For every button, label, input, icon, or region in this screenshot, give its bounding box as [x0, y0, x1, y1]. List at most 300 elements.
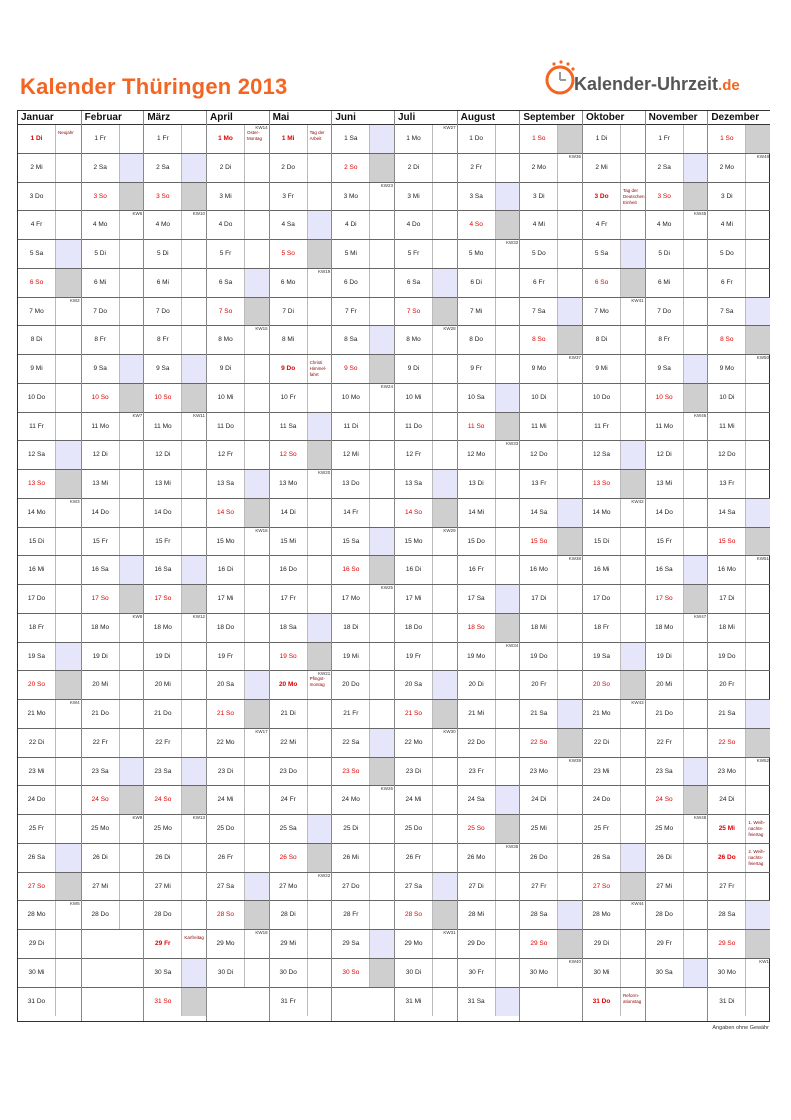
- day-label: 19 Do: [530, 652, 548, 660]
- note-cell: [55, 183, 81, 211]
- day-row: [520, 355, 582, 384]
- note-cell: [745, 441, 770, 469]
- calendar-week-label: KW47: [694, 613, 707, 619]
- day-label: 11 So: [467, 422, 485, 430]
- note-cell: [495, 988, 520, 1017]
- day-label: 4 Mo: [92, 221, 108, 229]
- day-row: [82, 384, 144, 413]
- note-cell: [119, 585, 144, 613]
- note-cell: [55, 873, 81, 901]
- holiday-name: Oster-Montag: [247, 130, 263, 141]
- day-label: 27 Mo: [279, 882, 298, 890]
- day-label: 4 Do: [218, 221, 233, 229]
- day-row: [18, 183, 81, 212]
- note-cell: [181, 643, 206, 671]
- day-label: 25 Mi: [530, 825, 547, 832]
- day-label: 23 Mi: [593, 767, 610, 775]
- day-label: 16 Sa: [91, 566, 109, 574]
- day-row: [270, 470, 332, 499]
- note-cell: [620, 671, 645, 699]
- day-row: [332, 441, 394, 470]
- note-cell: [432, 413, 457, 441]
- day-label: 8 Sa: [344, 336, 358, 344]
- day-label: 11 Fr: [594, 422, 609, 430]
- day-row: [144, 556, 206, 585]
- day-label: 23 Mi: [28, 767, 45, 775]
- day-row: [270, 930, 332, 959]
- note-cell: [55, 499, 81, 527]
- note-cell: [745, 614, 770, 642]
- month-header: Juli: [395, 111, 457, 125]
- day-row: [144, 901, 206, 930]
- day-label: 14 Do: [154, 508, 172, 516]
- month-header: Mai: [270, 111, 332, 125]
- day-label: 13 Fr: [531, 480, 547, 487]
- day-label: 5 Mo: [468, 250, 484, 257]
- calendar-week-label: KW18: [255, 930, 268, 935]
- note-cell: [495, 959, 520, 987]
- note-cell: [495, 240, 520, 268]
- note-cell: [620, 585, 645, 613]
- calendar-week-label: KW22: [318, 872, 331, 878]
- day-label: 5 Di: [658, 250, 670, 257]
- note-cell: [620, 700, 645, 728]
- day-row: [583, 671, 645, 700]
- note-cell: [181, 154, 206, 182]
- day-row: [520, 528, 582, 557]
- holiday-name: Pfingst-montag: [309, 676, 325, 688]
- day-row: [18, 844, 81, 873]
- day-label: 29 Mo: [216, 940, 235, 947]
- day-row: [332, 413, 394, 442]
- note-cell: [369, 729, 394, 757]
- day-row: [207, 614, 269, 643]
- note-cell: [432, 355, 457, 383]
- day-label: 30 Di: [217, 968, 234, 976]
- day-row: [207, 528, 269, 557]
- day-label: 22 Mi: [280, 738, 297, 746]
- day-row: [144, 499, 206, 528]
- day-row: [708, 815, 770, 844]
- note-cell: [683, 240, 708, 268]
- day-row: [144, 758, 206, 787]
- note-cell: [745, 326, 770, 354]
- day-label: 27 Fr: [719, 882, 735, 890]
- calendar-week-label: KW45: [694, 211, 707, 217]
- day-row: [458, 355, 520, 384]
- day-row: [395, 959, 457, 988]
- day-label: 18 Do: [216, 623, 235, 631]
- note-cell: [620, 786, 645, 814]
- day-row: [458, 269, 520, 298]
- note-cell: [432, 556, 457, 584]
- calendar-week-label: KW17: [255, 728, 268, 734]
- day-label: 6 So: [29, 278, 44, 286]
- note-cell: [181, 556, 206, 584]
- note-cell: [495, 441, 520, 469]
- day-row: [583, 355, 645, 384]
- note-cell: [244, 183, 269, 211]
- day-row: [646, 211, 708, 240]
- day-label: 22 Mo: [216, 738, 235, 746]
- day-row: [520, 556, 582, 585]
- note-cell: [307, 901, 332, 929]
- day-label: 9 Sa: [93, 365, 107, 372]
- note-cell: [181, 671, 206, 699]
- day-row: [708, 413, 770, 442]
- day-row: [520, 298, 582, 327]
- day-label: 28 So: [405, 911, 422, 919]
- note-cell: [119, 326, 144, 354]
- day-label: 4 Di: [345, 221, 357, 229]
- note-cell: [432, 643, 457, 671]
- day-label: 5 Di: [94, 250, 106, 257]
- day-label: 16 Mo: [717, 566, 736, 574]
- day-row: [144, 441, 206, 470]
- note-cell: [557, 786, 582, 814]
- day-label: 17 Di: [531, 595, 547, 602]
- day-row: [458, 413, 520, 442]
- day-row: [332, 786, 394, 815]
- month-header: Oktober: [583, 111, 645, 125]
- note-cell: [495, 873, 520, 901]
- day-label: 21 Do: [91, 710, 109, 717]
- day-label: 9 Di: [407, 365, 420, 372]
- day-label: 14 Fr: [343, 508, 359, 516]
- note-cell: [745, 470, 770, 498]
- note-cell: [55, 758, 81, 786]
- day-row: [332, 700, 394, 729]
- day-label: 2 Mo: [719, 163, 735, 171]
- site-logo[interactable]: [540, 56, 770, 102]
- day-row: [708, 585, 770, 614]
- day-label: 31 Di: [719, 997, 735, 1005]
- day-label: 23 Di: [405, 767, 422, 775]
- day-row: [708, 240, 770, 269]
- note-cell: [620, 959, 645, 987]
- calendar-week-label: KW2: [69, 297, 80, 303]
- note-cell: [557, 700, 582, 728]
- day-label: 15 Mi: [280, 537, 297, 545]
- month-header: September: [520, 111, 582, 125]
- note-cell: [432, 470, 457, 498]
- day-row: [395, 413, 457, 442]
- note-cell: [244, 873, 269, 901]
- day-label: 7 Do: [155, 307, 170, 315]
- day-label: 24 Di: [531, 796, 547, 804]
- day-row: [82, 499, 144, 528]
- empty-row: [82, 930, 144, 959]
- note-cell: [432, 930, 457, 958]
- day-row: [82, 441, 144, 470]
- day-label: 25 Sa: [279, 825, 297, 832]
- note-cell: [307, 988, 332, 1017]
- day-row: [270, 154, 332, 183]
- day-row: [646, 959, 708, 988]
- note-cell: [745, 211, 770, 239]
- note-cell: [181, 355, 206, 383]
- note-cell: [369, 528, 394, 556]
- day-row: [18, 384, 81, 413]
- note-cell: [745, 384, 770, 412]
- day-row: [82, 211, 144, 240]
- day-row: [82, 786, 144, 815]
- day-row: [332, 211, 394, 240]
- day-row: [395, 901, 457, 930]
- note-cell: [432, 786, 457, 814]
- day-label: 19 Mi: [342, 652, 359, 660]
- note-cell: [432, 240, 457, 268]
- day-label: 15 Fr: [92, 537, 108, 545]
- day-row: [708, 154, 770, 183]
- day-row: [646, 643, 708, 672]
- note-cell: [244, 413, 269, 441]
- note-cell: [369, 183, 394, 211]
- day-row: [18, 729, 81, 758]
- day-label: 19 Do: [718, 652, 736, 660]
- day-label: 28 So: [217, 911, 234, 919]
- note-cell: [683, 873, 708, 901]
- day-row: [270, 441, 332, 470]
- day-label: 17 Mi: [405, 595, 422, 602]
- note-cell: [495, 183, 520, 211]
- day-row: [583, 901, 645, 930]
- day-row: [458, 585, 520, 614]
- day-row: [144, 959, 206, 988]
- note-cell: [557, 873, 582, 901]
- month-column: [331, 111, 394, 1021]
- day-label: 17 So: [91, 595, 109, 602]
- day-label: 7 Fr: [345, 307, 357, 315]
- calendar-week-label: KW52: [756, 757, 769, 763]
- note-cell: [369, 556, 394, 584]
- day-label: 17 Do: [27, 595, 46, 602]
- day-row: [144, 671, 206, 700]
- note-cell: [557, 269, 582, 297]
- note-cell: [745, 240, 770, 268]
- day-label: 3 So: [156, 192, 170, 200]
- note-cell: [432, 326, 457, 354]
- note-cell: [495, 844, 520, 872]
- note-cell: [557, 240, 582, 268]
- day-row: [583, 384, 645, 413]
- day-label: 14 Sa: [718, 508, 736, 516]
- day-row: [646, 441, 708, 470]
- day-label: 20 Mi: [154, 681, 171, 689]
- day-row: [458, 643, 520, 672]
- day-label: 11 Mi: [719, 422, 735, 430]
- day-label: 8 Di: [595, 336, 608, 344]
- day-row: [395, 643, 457, 672]
- day-row: [458, 441, 520, 470]
- day-label: 19 Sa: [28, 652, 45, 660]
- day-label: 12 Di: [92, 451, 108, 459]
- note-cell: [432, 671, 457, 699]
- holiday-name: Reform-ationstag: [623, 992, 642, 1004]
- month-column: [206, 111, 269, 1021]
- day-label: 27 Sa: [217, 882, 234, 890]
- holiday-name: Karfreitag: [184, 935, 204, 940]
- day-row: [583, 413, 645, 442]
- day-row: [646, 154, 708, 183]
- calendar-week-label: KW5: [69, 901, 80, 907]
- note-cell: [557, 211, 582, 239]
- day-row: [144, 815, 206, 844]
- calendar-week-label: KW37: [568, 355, 581, 360]
- day-row: [395, 930, 457, 959]
- note-cell: [307, 298, 332, 326]
- empty-row: [207, 988, 269, 1017]
- day-label: 16 Sa: [154, 566, 172, 574]
- calendar-week-label: KW26: [380, 786, 393, 792]
- note-cell: [55, 729, 81, 757]
- note-cell: [432, 384, 457, 412]
- note-cell: [495, 901, 520, 929]
- day-row: [395, 729, 457, 758]
- day-row: [708, 873, 770, 902]
- day-row: [520, 585, 582, 614]
- note-cell: [244, 901, 269, 929]
- day-label: 15 Fr: [155, 537, 171, 545]
- day-label: 22 Di: [28, 738, 45, 746]
- day-row: [395, 815, 457, 844]
- note-cell: [683, 528, 708, 556]
- day-label: 20 Sa: [405, 681, 422, 689]
- day-row: [18, 326, 81, 355]
- day-row: [646, 786, 708, 815]
- calendar-week-label: KW36: [568, 153, 581, 159]
- note-cell: [181, 441, 206, 469]
- day-label: 1 So: [532, 135, 546, 142]
- day-row: [18, 125, 81, 154]
- day-row: [646, 269, 708, 298]
- day-row: [270, 901, 332, 930]
- day-row: [144, 930, 206, 959]
- note-cell: [181, 269, 206, 297]
- day-row: [18, 355, 81, 384]
- day-label: 18 Fr: [28, 623, 45, 631]
- note-cell: [244, 125, 269, 153]
- day-row: [708, 930, 770, 959]
- note-cell: [432, 729, 457, 757]
- day-label: 22 Do: [467, 738, 485, 746]
- holiday-name: Tag der Arbeit: [309, 130, 325, 141]
- day-row: [207, 240, 269, 269]
- day-row: [332, 671, 394, 700]
- day-label: 7 Mo: [29, 307, 44, 315]
- note-cell: [432, 211, 457, 239]
- day-label: 16 Mi: [593, 566, 610, 574]
- day-row: [82, 585, 144, 614]
- day-label: 11 Sa: [279, 422, 297, 430]
- day-row: [646, 326, 708, 355]
- day-row: [520, 643, 582, 672]
- day-label: 14 Do: [91, 508, 109, 516]
- day-row: [270, 671, 332, 700]
- note-cell: [307, 240, 332, 268]
- day-row: [646, 873, 708, 902]
- day-label: 11 Mo: [655, 422, 673, 430]
- day-row: [207, 441, 269, 470]
- day-label: 17 So: [655, 595, 673, 602]
- day-row: [520, 269, 582, 298]
- day-row: [458, 700, 520, 729]
- day-label: 29 So: [530, 940, 548, 947]
- day-row: [207, 873, 269, 902]
- day-row: [583, 528, 645, 557]
- day-row: [395, 240, 457, 269]
- day-label: 23 Do: [279, 767, 297, 775]
- day-row: [520, 700, 582, 729]
- day-label: 25 Mo: [655, 825, 674, 832]
- day-label: 15 Sa: [342, 537, 360, 545]
- day-label: 24 Do: [592, 796, 611, 804]
- note-cell: [557, 614, 582, 642]
- day-row: [82, 413, 144, 442]
- note-cell: [495, 671, 520, 699]
- note-cell: [683, 154, 708, 182]
- day-label: 4 Mo: [155, 221, 171, 229]
- day-label: 24 Do: [27, 796, 46, 804]
- day-label: 14 Mi: [468, 508, 485, 516]
- note-cell: [683, 758, 708, 786]
- note-cell: [244, 700, 269, 728]
- day-label: 17 Sa: [467, 595, 485, 602]
- day-label: 25 Mo: [91, 825, 110, 832]
- day-label: 20 Di: [468, 681, 484, 689]
- day-label: 6 So: [594, 278, 609, 286]
- day-row: [458, 154, 520, 183]
- day-row: [270, 758, 332, 787]
- day-label: 9 Mo: [719, 365, 735, 372]
- day-label: 22 Di: [593, 738, 610, 746]
- day-label: 7 Sa: [720, 307, 734, 315]
- day-label: 4 Fr: [30, 221, 43, 229]
- day-row: [708, 700, 770, 729]
- day-label: 24 So: [91, 796, 109, 804]
- day-row: [144, 326, 206, 355]
- day-row: [583, 844, 645, 873]
- month-column: [394, 111, 457, 1021]
- note-cell: [244, 729, 269, 757]
- note-cell: [244, 326, 269, 354]
- note-cell: [432, 988, 457, 1017]
- day-label: 13 So: [593, 480, 610, 487]
- day-row: [18, 671, 81, 700]
- day-label: 27 So: [28, 882, 45, 890]
- day-row: [395, 499, 457, 528]
- day-label: 21 Do: [154, 710, 172, 717]
- day-label: 17 Do: [592, 595, 611, 602]
- day-row: [82, 298, 144, 327]
- day-row: [270, 326, 332, 355]
- note-cell: [119, 125, 144, 153]
- note-cell: [55, 384, 81, 412]
- calendar-week-label: KW19: [318, 268, 331, 274]
- day-label: 21 Do: [655, 710, 673, 717]
- note-cell: [244, 384, 269, 412]
- note-cell: [369, 873, 394, 901]
- day-label: 9 Mi: [30, 365, 43, 372]
- day-row: [646, 758, 708, 787]
- day-label: 22 Fr: [92, 738, 108, 746]
- day-row: [332, 901, 394, 930]
- day-row: [332, 499, 394, 528]
- day-label: 10 So: [655, 393, 673, 401]
- day-label: 26 Di: [656, 853, 672, 861]
- note-cell: [307, 499, 332, 527]
- day-row: [583, 873, 645, 902]
